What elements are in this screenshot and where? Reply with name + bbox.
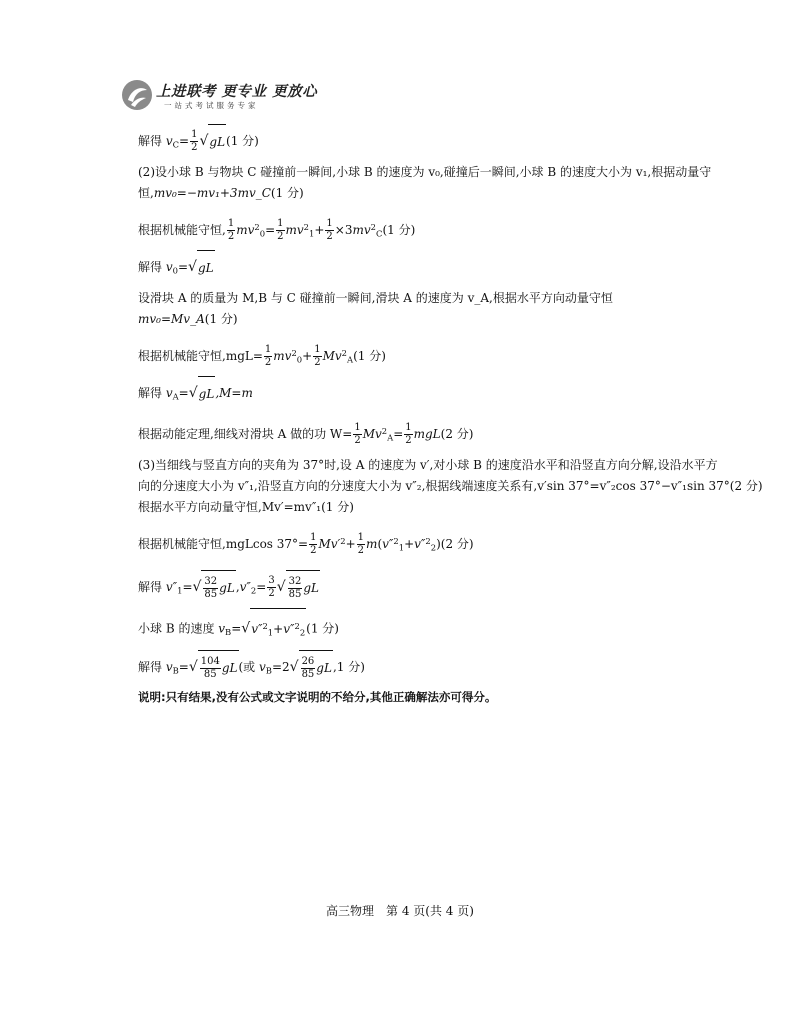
scoring-note: 说明:只有结果,没有公式或文字说明的不给分,其他正确解法亦可得分。 [138, 690, 497, 705]
page-footer: 高三物理 第 4 页(共 4 页) [326, 904, 474, 918]
line-vc-result: 解得 $v_C=$ $\frac{1}{2}$ √gL(1 分) [138, 124, 698, 162]
line-vb-result: 解得 $v_B=√$ $\frac{104}{85}$ gL(或 $v_B=2√$ $\frac{26}{85}$ gL,1 分) [138, 650, 698, 688]
line-momentum-2: mv₀=Mv_A(1 分) [138, 311, 238, 326]
brand-subtitle: 一站式考试服务专家 [164, 101, 259, 110]
line-slider: 设滑块 A 的质量为 M,B 与 C 碰撞前一瞬间,滑块 A 的速度为 v_A,根据水平方向动量守恒 [138, 290, 613, 305]
line-energy-2: 根据机械能守恒,mgL= $\frac{1}{2}$ $mv^2_0+$ $\frac{1}{2}$ $Mv^2_A(1$ 分) [138, 343, 386, 368]
line-va-result: 解得 $v_A=√gL,M=m$ [138, 376, 698, 414]
line-work: 根据动能定理,细线对滑块 A 做的功 W= $\frac{1}{2}$ $Mv^2_A=$ $\frac{1}{2}$ mgL(2 分) [138, 422, 474, 447]
line-p3-c: 根据水平方向动量守恒,Mv′=mv″₁(1 分) [138, 499, 354, 514]
brand-logo-icon [120, 78, 154, 112]
solution-content [138, 124, 763, 708]
line-v1-v2-result: 解得 $v''_1=√$ $\frac{32}{85}$ $gL,v''_2=$ $\frac{3}{2}$ √ $\frac{32}{85}$ gL [138, 570, 698, 608]
line-p2-momentum: 恒,mv₀=−mv₁+3mv_C(1 分) [138, 185, 304, 200]
line-energy-3: 根据机械能守恒,mgLcos 37°= $\frac{1}{2}$ $Mv'^2+$ $\frac{1}{2}$ m(v″$^2_1$+v″$^2_2$)(2 分) [138, 531, 474, 556]
line-energy-1: 根据机械能守恒, $\frac{1}{2}$ $mv^2_0=$ $\frac{1}{2}$ $mv^2_1+$ $\frac{1}{2}$ $\times 3mv^2_C(1$ 分) [138, 217, 416, 242]
line-p2-intro: (2)设小球 B 与物块 C 碰撞前一瞬间,小球 B 的速度为 v₀,碰撞后一瞬间,小球 B 的速度大小为 v₁,根据动量守 [138, 164, 712, 179]
line-p3-a: (3)当细线与竖直方向的夹角为 37°时,设 A 的速度为 v′,对小球 B 的速度沿水平和沿竖直方向分解,设沿水平方 [138, 457, 718, 472]
line-vb: 小球 B 的速度 $v_B=√v''^2_1+v''^2_2(1$ 分) [138, 608, 698, 650]
line-p3-b: 向的分速度大小为 v″₁,沿竖直方向的分速度大小为 v″₂,根据线端速度关系有,v′sin 37°=v″₂cos 37°−v″₁sin 37°(2 分) [138, 478, 763, 493]
line-v0-result: 解得 $v_0=√gL$ [138, 250, 698, 288]
header [120, 76, 318, 114]
brand-name: 上进联考 更专业 更放心 [156, 84, 318, 100]
